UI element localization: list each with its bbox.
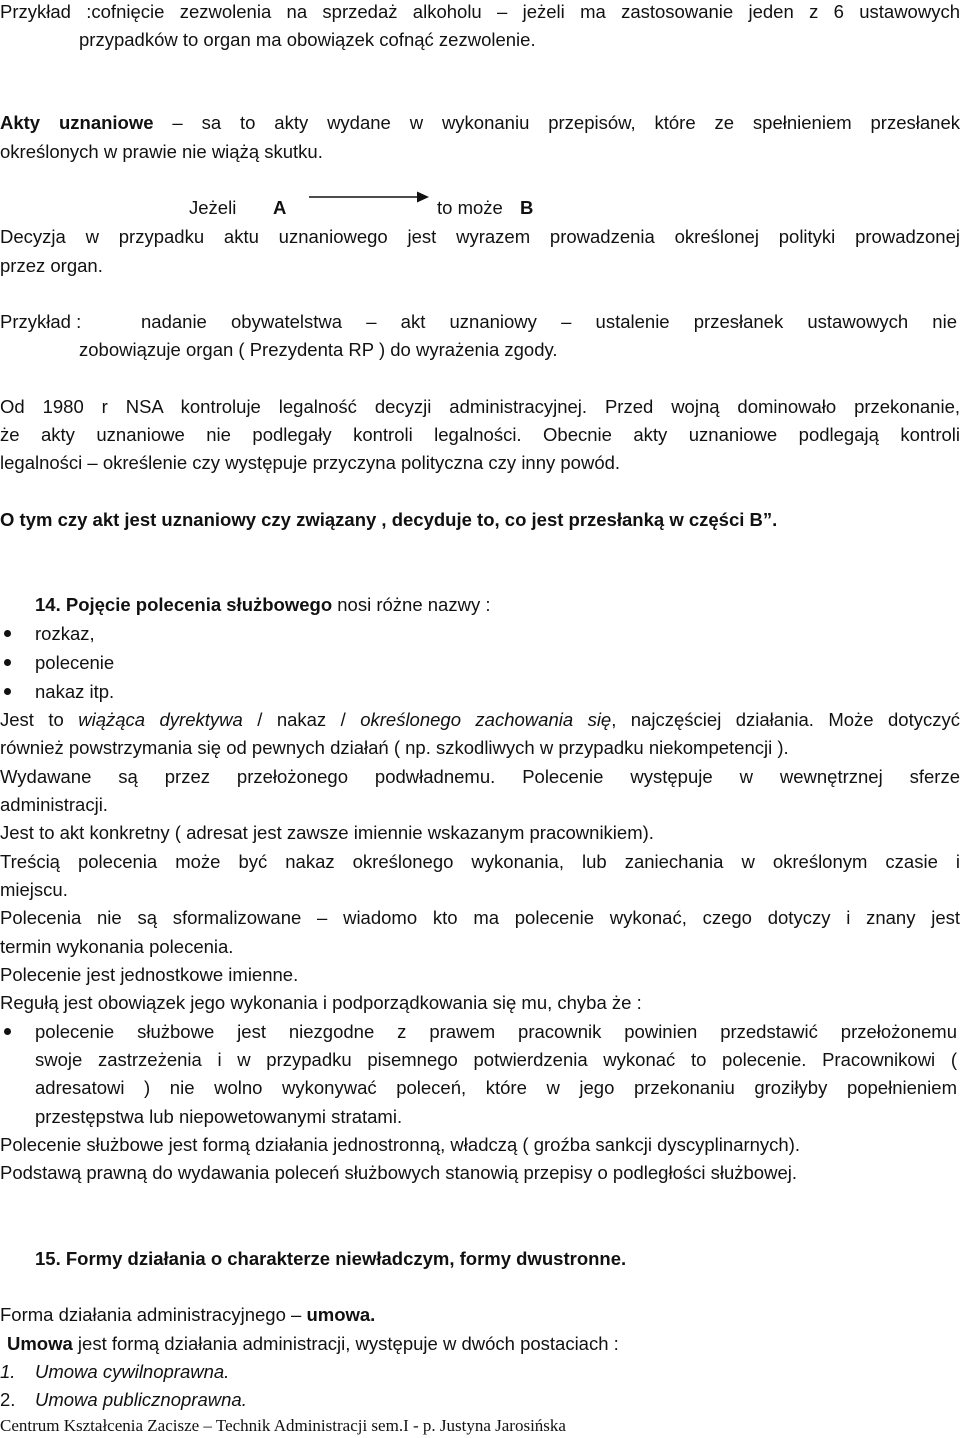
list-item: nakaz itp. (35, 681, 115, 702)
text-line: administracji. (0, 794, 108, 815)
text-line: Polecenia nie są sformalizowane – wiadomo kto ma polecenie wykonać, czego dotyczy i znany jest (0, 907, 960, 928)
text-line: Jest to wiążąca dyrektywa / nakaz / określonego zachowania się, najczęściej działania. Może dotyczyć (0, 709, 960, 730)
text-line: Decyzja w przypadku aktu uznaniowego jest wyrazem prowadzenia określonej polityki prowadzonej (0, 226, 960, 247)
list-number: 2. (0, 1389, 16, 1410)
text-line: przypadków to organ ma obowiązek cofnąć zezwolenie. (79, 29, 536, 50)
arrow-right-icon (309, 190, 429, 204)
text-line: zobowiązuje organ ( Prezydenta RP ) do wyrażenia zgody. (79, 339, 558, 360)
text-line: Podstawą prawną do wydawania poleceń służbowych stanowią przepisy o podległości służbowej. (0, 1162, 797, 1183)
text-line: polecenie służbowe jest niezgodne z prawem pracownik powinien przedstawić przełożonemu (35, 1021, 957, 1042)
text-line: Polecenie służbowe jest formą działania jednostronną, władczą ( groźba sankcji dyscyplinarnych). (0, 1134, 801, 1155)
text-line: Treścią polecenia może być nakaz określonego wykonania, lub zaniechania w określonym czasie i (0, 851, 960, 872)
text-line: Jest to akt konkretny ( adresat jest zawsze imiennie wskazanym pracownikiem). (0, 822, 654, 843)
text-line: Wydawane są przez przełożonego podwładnemu. Polecenie występuje w wewnętrznej sferze (0, 766, 960, 787)
text-line: przez organ. (0, 255, 103, 276)
bullet-icon (4, 630, 11, 637)
list-item: Umowa publicznoprawna. (35, 1389, 247, 1410)
text-line: Od 1980 r NSA kontroluje legalność decyzji administracyjnej. Przed wojną dominowało przekonanie, (0, 396, 960, 417)
text-line: miejscu. (0, 879, 68, 900)
text-line: legalności – określenie czy występuje przyczyna polityczna czy inny powód. (0, 452, 621, 473)
text-line: Umowa jest formą działania administracji, występuje w dwóch postaciach : (7, 1333, 619, 1354)
section-15-heading: 15. Formy działania o charakterze niewładczym, formy dwustronne. (35, 1248, 627, 1269)
text-line: Przykład :cofnięcie zezwolenia na sprzedaż alkoholu – jeżeli ma zastosowanie jeden z 6 ustawowych (0, 1, 960, 22)
bullet-icon (4, 1028, 11, 1035)
bullet-icon (4, 659, 11, 666)
text-line: Regułą jest obowiązek jego wykonania i podporządkowania się mu, chyba że : (0, 992, 642, 1013)
text-line: termin wykonania polecenia. (0, 936, 234, 957)
list-item: Umowa cywilnoprawna. (35, 1361, 230, 1382)
list-number: 1. (0, 1361, 16, 1382)
text-line: Forma działania administracyjnego – umowa. (0, 1304, 376, 1325)
example-label: Przykład : (0, 311, 82, 332)
text-line: Polecenie jest jednostkowe imienne. (0, 964, 299, 985)
text-line: określonych w prawie nie wiążą skutku. (0, 141, 323, 162)
term-akty-uznaniowe: Akty uznaniowe (0, 112, 154, 133)
formula-a: A (273, 197, 287, 218)
page-footer: Centrum Kształcenia Zacisze – Technik Administracji sem.I - p. Justyna Jarosińska (0, 1416, 566, 1435)
list-item: polecenie (35, 652, 115, 673)
list-item: rozkaz, (35, 623, 95, 644)
text-line: że akty uznaniowe nie podlegały kontroli legalności. Obecnie akty uznaniowe podlegają kontroli (0, 424, 960, 445)
text-line: przestępstwa lub niepowetowanymi stratami. (35, 1106, 403, 1127)
text-line: Akty uznaniowe – sa to akty wydane w wykonaniu przepisów, które ze spełnieniem przesłanek (0, 112, 960, 133)
section-14-heading: 14. Pojęcie polecenia służbowego nosi różne nazwy : (35, 594, 491, 615)
text-line: nadanie obywatelstwa – akt uznaniowy – ustalenie przesłanek ustawowych nie (141, 311, 957, 332)
bold-statement: O tym czy akt jest uznaniowy czy związany , decyduje to, co jest przesłanką w części B”. (0, 509, 778, 530)
formula-to-moze: to może (437, 197, 503, 218)
text-line: adresatowi ) nie wolno wykonywać poleceń, które w jego przekonaniu groziłyby popełnieniem (35, 1077, 957, 1098)
text-line: również powstrzymania się od pewnych działań ( np. szkodliwych w przypadku niekompetencji ). (0, 737, 789, 758)
formula-jezeli: Jeżeli (189, 197, 237, 218)
formula-b: B (520, 197, 534, 218)
bullet-icon (4, 688, 11, 695)
text-line: swoje zastrzeżenia i w przypadku pisemnego potwierdzenia wykonać to polecenie. Pracownikowi ( (35, 1049, 957, 1070)
